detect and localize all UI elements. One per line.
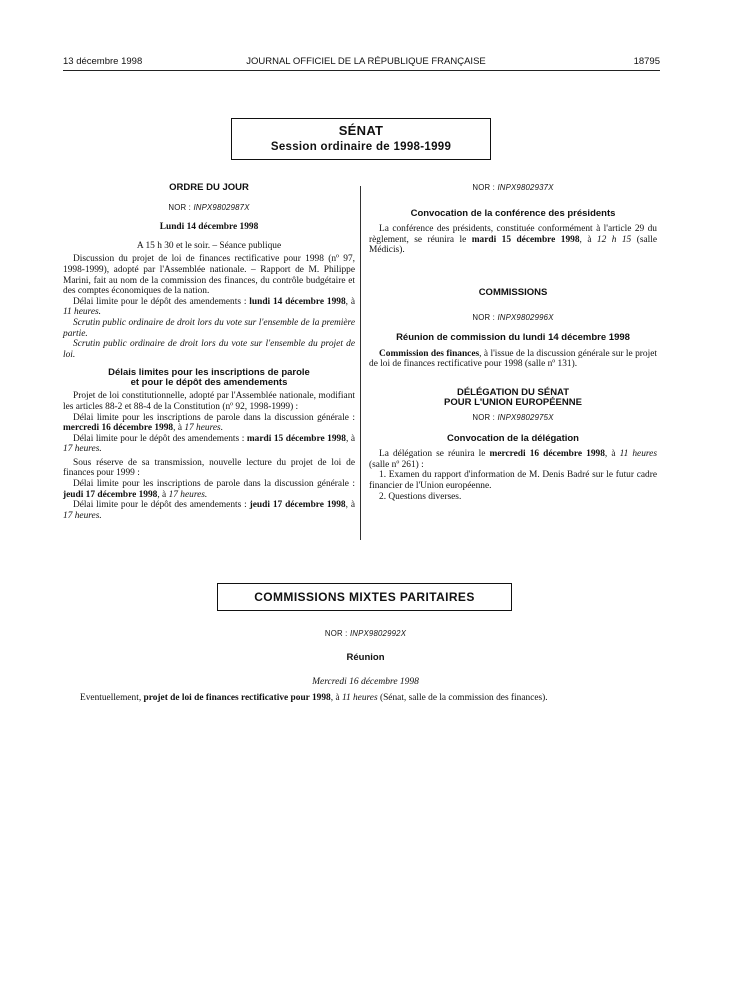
header-date: 13 décembre 1998: [63, 56, 143, 67]
nor-reference: NOR : INPX9802975X: [472, 412, 554, 422]
agenda-paragraph: Discussion du projet de loi de finances rectificative pour 1998 (nº 97, 1998-1999), adopté par l'Assemblée nationale. – Rapport de M. Philippe Marini, fait au nom de la commission des finances, du contrôle budgétaire et des comptes économiques de la nation.: [63, 254, 355, 297]
speaking-deadline-1: Délai limite pour les inscriptions de parole dans la discussion générale : mercredi 16 décembre 1998, à 17 heures.: [63, 412, 355, 434]
header-rule: [63, 70, 660, 71]
conference-paragraph: La conférence des présidents, constituée conformément à l'article 29 du règlement, se réunira le mardi 15 décembre 1998, à 12 h 15 (salle Médicis).: [369, 224, 657, 256]
session-title: Session ordinaire de 1998-1999: [270, 141, 452, 153]
commission-meeting-heading: Réunion de commission du lundi 14 décembre 1998: [396, 332, 630, 344]
amendment-deadline-2: Délai limite pour le dépôt des amendements : jeudi 17 décembre 1998, à 17 heures.: [63, 500, 355, 521]
sitting-line: A 15 h 30 et le soir. – Séance publique: [136, 240, 282, 251]
column-divider: [360, 186, 361, 540]
speaking-deadline-2: Délai limite pour les inscriptions de parole dans la discussion générale : jeudi 17 décembre 1998, à 17 heures.: [63, 479, 355, 500]
nor-reference: NOR : INPX9802987X: [168, 202, 250, 212]
commission-paragraph: Commission des finances, à l'issue de la discussion générale sur le projet de loi de finances rectificative pour 1998 (salle nº 131).: [369, 348, 657, 370]
conference-heading: Convocation de la conférence des présidents: [410, 207, 616, 219]
cmp-title-box: [217, 583, 512, 611]
commissions-heading: COMMISSIONS: [478, 286, 548, 298]
ordre-du-jour-heading: ORDRE DU JOUR: [169, 182, 249, 193]
header-journal-title: JOURNAL OFFICIEL DE LA RÉPUBLIQUE FRANÇAISE: [246, 56, 486, 67]
meeting-line: Eventuellement, projet de loi de finances rectificative pour 1998, à 11 heures (Sénat, salle de la commission des finances).: [80, 693, 548, 703]
delegation-convocation-heading: Convocation de la délégation: [447, 432, 579, 444]
day-heading: Lundi 14 décembre 1998: [159, 222, 259, 233]
agenda-item-2: 2. Questions diverses.: [379, 491, 462, 502]
left-column: [63, 183, 355, 521]
delegation-paragraph: La délégation se réunira le mercredi 16 décembre 1998, à 11 heures (salle nº 261) :: [369, 449, 657, 470]
amendment-deadline: Délai limite pour le dépôt des amendements : lundi 14 décembre 1998, à 11 heures.: [63, 296, 355, 318]
deadlines-heading: Délais limites pour les inscriptions de parole et pour le dépôt des amendements: [108, 367, 310, 389]
amendment-deadline-1: Délai limite pour le dépôt des amendements : mardi 15 décembre 1998, à 17 heures.: [63, 433, 355, 455]
constitutional-bill-paragraph: Projet de loi constitutionnelle, adopté par l'Assemblée nationale, modifiant les articles 88-2 et 88-4 de la Constitution (nº 92, 1998-1999) :: [63, 391, 355, 412]
nor-reference: NOR : INPX9802937X: [472, 183, 554, 192]
cmp-title: COMMISSIONS MIXTES PARITAIRES: [254, 590, 475, 604]
finance-bill-paragraph: Sous réserve de sa transmission, nouvelle lecture du projet de loi de finances pour 1999 :: [63, 457, 355, 479]
meeting-heading: Réunion: [346, 652, 385, 663]
agenda-item-1: 1. Examen du rapport d'information de M. Denis Badré sur le futur cadre financier de l'Union européenne.: [369, 470, 657, 491]
senat-title: SÉNAT: [338, 123, 384, 138]
delegation-heading: DÉLÉGATION DU SÉNAT POUR L'UNION EUROPÉENNE: [444, 386, 582, 408]
scrutin-whole-bill: Scrutin public ordinaire de droit lors du vote sur l'ensemble du projet de loi.: [63, 339, 355, 360]
meeting-date: Mercredi 16 décembre 1998: [312, 677, 419, 687]
nor-reference: NOR : INPX9802992X: [324, 629, 407, 638]
senat-title-box: [231, 118, 491, 160]
right-column: [369, 183, 657, 502]
header-page-number: 18795: [633, 56, 660, 67]
scrutin-first-part: Scrutin public ordinaire de droit lors du vote sur l'ensemble de la première partie.: [63, 317, 355, 339]
nor-reference: NOR : INPX9802996X: [472, 312, 554, 322]
